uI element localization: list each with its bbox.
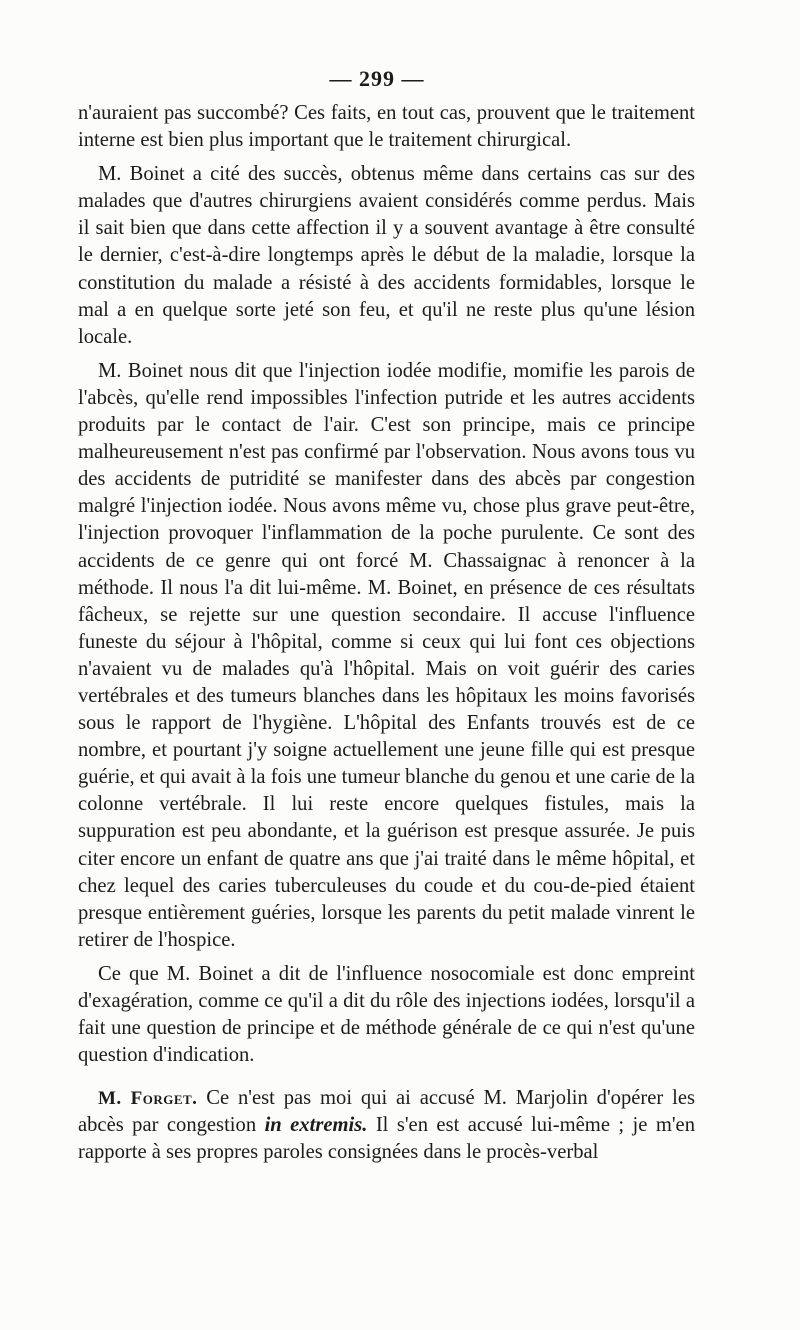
paragraph-continuation: n'auraient pas succombé? Ces faits, en tout cas, prouvent que le traitement interne est bien plus important que le traitement chirurgical. xyxy=(78,102,695,152)
paragraph-forget-reply xyxy=(78,1085,695,1166)
reply-text-before: Ce n'est pas moi qui ai accusé M. Marjolin d'opérer les abcès par congestion xyxy=(78,1087,695,1137)
page-number-header: — 299 — xyxy=(329,66,425,91)
reply-italic-phrase: in extremis. xyxy=(264,1114,368,1137)
paragraph-nosocomial-influence: Ce que M. Boinet a dit de l'influence nosocomiale est donc empreint d'exagération, comme ce qu'il a dit du rôle des injections iodées, lorsqu'il a fait une question de principe et de méthode générale de ce qui n'est qu'une question d'indication. xyxy=(78,962,695,1067)
paragraph-iodine-injection: M. Boinet nous dit que l'injection iodée modifie, momifie les parois de l'abcès, qu'elle rend impossibles l'infection putride et les autres accidents produits par le contact de l'air. C'est son principe, mais ce principe malheureusement n'est pas confirmé par l'observation. Nous avons tous vu des accidents de putridité se manifester dans des abcès par congestion malgré l'injection iodée. Nous avons même vu, chose plus grave peut-être, l'injection provoquer l'inflammation de la poche purulente. Ce sont des accidents de ce genre qui ont forcé M. Chassaignac à renoncer à la méthode. Il nous l'a dit lui-même. M. Boinet, en présence de ces résultats fâcheux, se rejette sur une question secondaire. Il accuse l'influence funeste du séjour à l'hôpital, comme si ceux qui lui font ces objections n'avaient vu de malades qu'à l'hôpital. Mais on voit guérir des caries vertébrales et des tumeurs blanches dans les hôpitaux les moins favorisés sous le rapport de l'hygiène. L'hôpital des Enfants trouvés est de ce nombre, et pourtant j'y soigne actuellement une jeune fille qui est presque guérie, et qui avait à la fois une tumeur blanche du genou et une carie de la colonne vertébrale. Il lui reste encore quelques fistules, mais la suppuration est peu abondante, et la guérison est presque assurée. Je puis citer encore un enfant de quatre ans que j'ai traité dans le même hôpital, et chez lequel des caries tuberculeuses du coude et du cou-de-pied étaient presque entièrement guéries, lorsque les parents du petit malade vinrent le retirer de l'hospice. xyxy=(78,359,695,951)
paragraph-boinet-successes: M. Boinet a cité des succès, obtenus même dans certains cas sur des malades que d'autres chirurgiens avaient considérés comme perdus. Mais il sait bien que dans cette affection il y a souvent avantage à être consulté le dernier, c'est-à-dire longtemps après le début de la maladie, lorsque la constitution du malade a résisté à des accidents formidables, lorsque le mal a en quelque sorte jeté son feu, et qu'il ne reste plus qu'une lésion locale. xyxy=(78,163,695,348)
body-text xyxy=(78,100,695,1174)
speaker-name: M. Forget. xyxy=(98,1088,198,1110)
reply-text-after: Il s'en est accusé lui-même ; je m'en rapporte à ses propres paroles consignées dans le procès-verbal xyxy=(78,1114,695,1164)
